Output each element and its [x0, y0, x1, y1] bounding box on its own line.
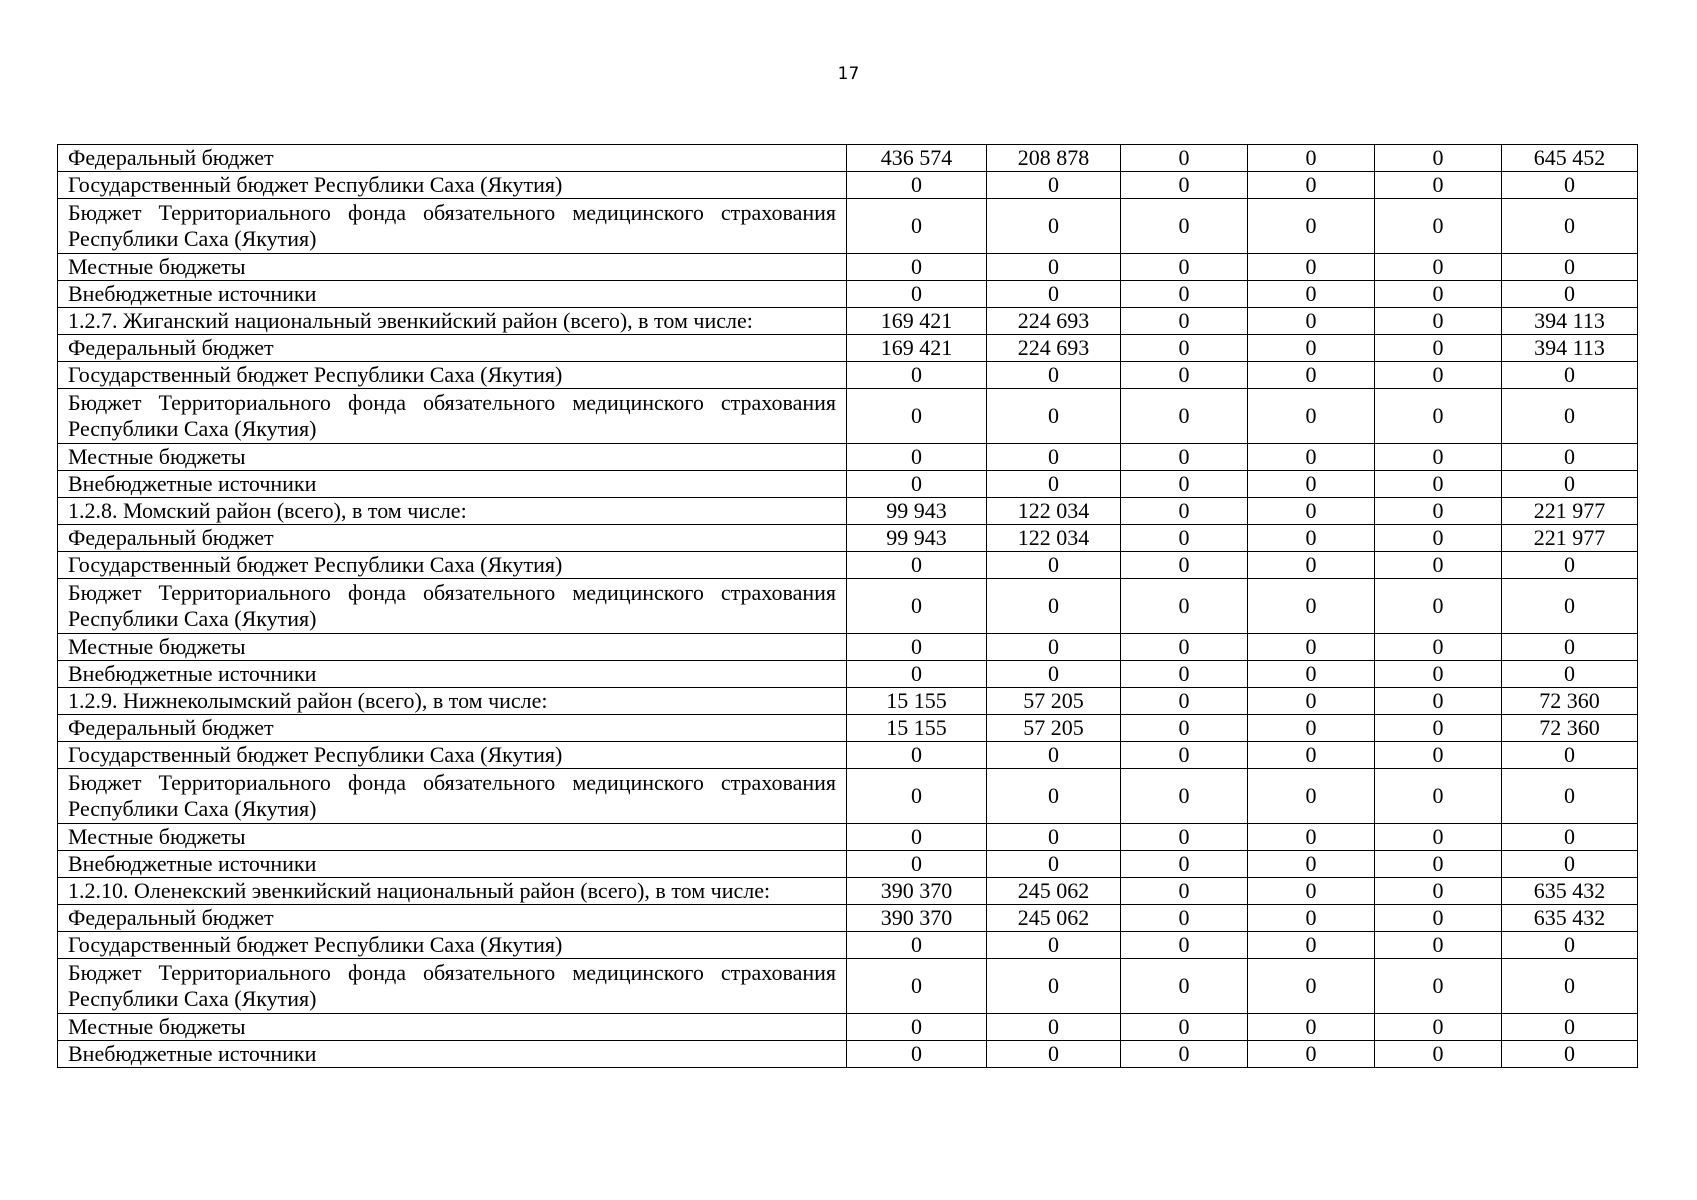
- value-cell: 0: [847, 769, 987, 824]
- table-row: [58, 498, 1638, 525]
- value-cell: 0: [1121, 688, 1248, 715]
- value-cell: 0: [1375, 172, 1502, 199]
- value-cell: 0: [1248, 362, 1375, 389]
- value-cell: 221 977: [1502, 498, 1638, 525]
- value-cell: 0: [847, 389, 987, 444]
- row-label: Внебюджетные источники: [58, 281, 847, 308]
- value-cell: 0: [1375, 824, 1502, 851]
- value-cell: 0: [987, 444, 1121, 471]
- value-cell: 15 155: [847, 715, 987, 742]
- value-cell: 0: [1248, 471, 1375, 498]
- value-cell: 0: [987, 579, 1121, 634]
- value-cell: 0: [1248, 742, 1375, 769]
- row-label: Бюджет Территориального фонда обязательного медицинского страхования Республики Саха (Якутия): [58, 579, 847, 634]
- value-cell: 0: [1248, 932, 1375, 959]
- row-label: Местные бюджеты: [58, 634, 847, 661]
- value-cell: 0: [1121, 362, 1248, 389]
- value-cell: 0: [847, 199, 987, 254]
- row-label: 1.2.9. Нижнеколымский район (всего), в том числе:: [58, 688, 847, 715]
- value-cell: 0: [987, 199, 1121, 254]
- table-row: [58, 824, 1638, 851]
- value-cell: 0: [987, 1014, 1121, 1041]
- value-cell: 0: [1248, 905, 1375, 932]
- value-cell: 0: [1375, 851, 1502, 878]
- row-label: Федеральный бюджет: [58, 335, 847, 362]
- value-cell: 645 452: [1502, 145, 1638, 172]
- value-cell: 0: [1248, 281, 1375, 308]
- value-cell: 0: [1375, 362, 1502, 389]
- value-cell: 0: [1375, 525, 1502, 552]
- value-cell: 99 943: [847, 498, 987, 525]
- value-cell: 0: [847, 932, 987, 959]
- value-cell: 0: [1121, 932, 1248, 959]
- value-cell: 0: [1502, 254, 1638, 281]
- value-cell: 0: [1502, 851, 1638, 878]
- value-cell: 0: [1375, 552, 1502, 579]
- value-cell: 0: [1248, 634, 1375, 661]
- value-cell: 0: [1248, 444, 1375, 471]
- value-cell: 0: [1375, 661, 1502, 688]
- value-cell: 0: [1121, 199, 1248, 254]
- budget-table: [57, 144, 1638, 1068]
- row-label: Бюджет Территориального фонда обязательного медицинского страхования Республики Саха (Якутия): [58, 959, 847, 1014]
- row-label: Внебюджетные источники: [58, 1041, 847, 1068]
- value-cell: 15 155: [847, 688, 987, 715]
- value-cell: 0: [1121, 335, 1248, 362]
- value-cell: 0: [1502, 959, 1638, 1014]
- value-cell: 0: [987, 254, 1121, 281]
- value-cell: 0: [1502, 634, 1638, 661]
- row-label: Внебюджетные источники: [58, 851, 847, 878]
- value-cell: 0: [1121, 498, 1248, 525]
- page-number: 17: [837, 64, 860, 84]
- value-cell: 0: [1502, 389, 1638, 444]
- table-row: [58, 634, 1638, 661]
- value-cell: 0: [987, 389, 1121, 444]
- value-cell: 0: [1502, 444, 1638, 471]
- value-cell: 0: [1502, 172, 1638, 199]
- value-cell: 0: [1375, 281, 1502, 308]
- value-cell: 0: [1375, 878, 1502, 905]
- table-row: [58, 688, 1638, 715]
- row-label: Федеральный бюджет: [58, 145, 847, 172]
- row-label: Государственный бюджет Республики Саха (Якутия): [58, 362, 847, 389]
- budget-table-body: [58, 145, 1638, 1068]
- value-cell: 0: [1375, 254, 1502, 281]
- value-cell: 0: [1248, 688, 1375, 715]
- value-cell: 0: [1375, 1041, 1502, 1068]
- value-cell: 0: [987, 172, 1121, 199]
- value-cell: 0: [847, 172, 987, 199]
- value-cell: 0: [1248, 254, 1375, 281]
- table-row: [58, 905, 1638, 932]
- value-cell: 0: [1121, 634, 1248, 661]
- table-row: [58, 1014, 1638, 1041]
- value-cell: 72 360: [1502, 688, 1638, 715]
- value-cell: 0: [1248, 1041, 1375, 1068]
- value-cell: 0: [1248, 959, 1375, 1014]
- value-cell: 224 693: [987, 335, 1121, 362]
- value-cell: 0: [987, 932, 1121, 959]
- value-cell: 0: [987, 471, 1121, 498]
- value-cell: 221 977: [1502, 525, 1638, 552]
- value-cell: 0: [1121, 145, 1248, 172]
- value-cell: 0: [1375, 389, 1502, 444]
- row-label: Федеральный бюджет: [58, 905, 847, 932]
- table-row: [58, 199, 1638, 254]
- row-label: Бюджет Территориального фонда обязательного медицинского страхования Республики Саха (Якутия): [58, 389, 847, 444]
- value-cell: 0: [1121, 1014, 1248, 1041]
- row-label: Внебюджетные источники: [58, 661, 847, 688]
- row-label: 1.2.10. Оленекский эвенкийский национальный район (всего), в том числе:: [58, 878, 847, 905]
- value-cell: 0: [847, 1014, 987, 1041]
- row-label: Федеральный бюджет: [58, 525, 847, 552]
- table-row: [58, 661, 1638, 688]
- value-cell: 0: [847, 552, 987, 579]
- row-label: Бюджет Территориального фонда обязательного медицинского страхования Республики Саха (Якутия): [58, 199, 847, 254]
- row-label: Местные бюджеты: [58, 254, 847, 281]
- value-cell: 0: [987, 362, 1121, 389]
- value-cell: 0: [1248, 824, 1375, 851]
- value-cell: 0: [987, 851, 1121, 878]
- value-cell: 390 370: [847, 905, 987, 932]
- value-cell: 245 062: [987, 905, 1121, 932]
- table-row: [58, 959, 1638, 1014]
- table-row: [58, 308, 1638, 335]
- table-row: [58, 932, 1638, 959]
- value-cell: 0: [1375, 498, 1502, 525]
- table-row: [58, 769, 1638, 824]
- value-cell: 0: [987, 281, 1121, 308]
- value-cell: 122 034: [987, 525, 1121, 552]
- value-cell: 0: [1121, 824, 1248, 851]
- value-cell: 0: [1121, 444, 1248, 471]
- value-cell: 0: [1121, 579, 1248, 634]
- value-cell: 0: [1502, 199, 1638, 254]
- value-cell: 0: [1248, 1014, 1375, 1041]
- value-cell: 0: [1375, 905, 1502, 932]
- value-cell: 0: [1121, 552, 1248, 579]
- row-label: Местные бюджеты: [58, 824, 847, 851]
- value-cell: 0: [1375, 932, 1502, 959]
- value-cell: 169 421: [847, 335, 987, 362]
- table-row: [58, 254, 1638, 281]
- value-cell: 635 432: [1502, 878, 1638, 905]
- value-cell: 99 943: [847, 525, 987, 552]
- value-cell: 0: [847, 362, 987, 389]
- value-cell: 0: [1121, 389, 1248, 444]
- value-cell: 169 421: [847, 308, 987, 335]
- value-cell: 394 113: [1502, 335, 1638, 362]
- value-cell: 0: [1121, 905, 1248, 932]
- value-cell: 0: [1121, 525, 1248, 552]
- value-cell: 0: [1375, 444, 1502, 471]
- row-label: Государственный бюджет Республики Саха (Якутия): [58, 742, 847, 769]
- value-cell: 0: [847, 579, 987, 634]
- value-cell: 72 360: [1502, 715, 1638, 742]
- table-row: [58, 145, 1638, 172]
- value-cell: 0: [1502, 471, 1638, 498]
- value-cell: 0: [1375, 742, 1502, 769]
- row-label: Местные бюджеты: [58, 444, 847, 471]
- value-cell: 635 432: [1502, 905, 1638, 932]
- table-row: [58, 362, 1638, 389]
- value-cell: 0: [987, 769, 1121, 824]
- value-cell: 0: [1248, 335, 1375, 362]
- value-cell: 0: [1375, 308, 1502, 335]
- value-cell: 0: [847, 824, 987, 851]
- value-cell: 0: [1121, 769, 1248, 824]
- value-cell: 0: [987, 661, 1121, 688]
- value-cell: 57 205: [987, 688, 1121, 715]
- row-label: 1.2.7. Жиганский национальный эвенкийский район (всего), в том числе:: [58, 308, 847, 335]
- value-cell: 0: [987, 742, 1121, 769]
- value-cell: 0: [1502, 281, 1638, 308]
- value-cell: 0: [1121, 471, 1248, 498]
- row-label: Государственный бюджет Республики Саха (Якутия): [58, 932, 847, 959]
- value-cell: 0: [1121, 959, 1248, 1014]
- value-cell: 0: [1248, 552, 1375, 579]
- value-cell: 0: [1375, 688, 1502, 715]
- value-cell: 0: [847, 471, 987, 498]
- value-cell: 0: [987, 552, 1121, 579]
- value-cell: 57 205: [987, 715, 1121, 742]
- value-cell: 0: [1375, 959, 1502, 1014]
- value-cell: 0: [1248, 878, 1375, 905]
- value-cell: 0: [1502, 742, 1638, 769]
- value-cell: 0: [1375, 769, 1502, 824]
- value-cell: 0: [1375, 335, 1502, 362]
- value-cell: 0: [987, 634, 1121, 661]
- value-cell: 0: [1121, 661, 1248, 688]
- value-cell: 0: [1502, 1014, 1638, 1041]
- value-cell: 0: [1248, 498, 1375, 525]
- value-cell: 0: [1248, 525, 1375, 552]
- table-row: [58, 579, 1638, 634]
- value-cell: 0: [1248, 579, 1375, 634]
- table-row: [58, 552, 1638, 579]
- value-cell: 0: [1502, 769, 1638, 824]
- table-row: [58, 525, 1638, 552]
- value-cell: 0: [1502, 932, 1638, 959]
- value-cell: 0: [1248, 851, 1375, 878]
- row-label: Бюджет Территориального фонда обязательного медицинского страхования Республики Саха (Якутия): [58, 769, 847, 824]
- value-cell: 0: [1248, 661, 1375, 688]
- value-cell: 0: [1248, 715, 1375, 742]
- value-cell: 0: [847, 1041, 987, 1068]
- table-row: [58, 172, 1638, 199]
- table-row: [58, 1041, 1638, 1068]
- value-cell: 0: [1121, 308, 1248, 335]
- value-cell: 208 878: [987, 145, 1121, 172]
- row-label: Государственный бюджет Республики Саха (Якутия): [58, 552, 847, 579]
- value-cell: 0: [847, 742, 987, 769]
- table-row: [58, 389, 1638, 444]
- value-cell: 245 062: [987, 878, 1121, 905]
- table-row: [58, 715, 1638, 742]
- value-cell: 0: [1121, 851, 1248, 878]
- row-label: Внебюджетные источники: [58, 471, 847, 498]
- value-cell: 122 034: [987, 498, 1121, 525]
- value-cell: 0: [1121, 742, 1248, 769]
- value-cell: 0: [1375, 715, 1502, 742]
- value-cell: 0: [847, 254, 987, 281]
- value-cell: 0: [1375, 1014, 1502, 1041]
- value-cell: 0: [1248, 172, 1375, 199]
- table-row: [58, 471, 1638, 498]
- value-cell: 0: [1502, 824, 1638, 851]
- row-label: Федеральный бюджет: [58, 715, 847, 742]
- value-cell: 0: [1248, 308, 1375, 335]
- value-cell: 0: [987, 1041, 1121, 1068]
- table-row: [58, 335, 1638, 362]
- value-cell: 0: [847, 444, 987, 471]
- value-cell: 0: [1502, 1041, 1638, 1068]
- value-cell: 0: [1248, 199, 1375, 254]
- table-row: [58, 742, 1638, 769]
- value-cell: 0: [1502, 661, 1638, 688]
- value-cell: 0: [847, 661, 987, 688]
- value-cell: 0: [847, 959, 987, 1014]
- value-cell: 0: [1375, 634, 1502, 661]
- value-cell: 0: [1375, 199, 1502, 254]
- table-row: [58, 851, 1638, 878]
- value-cell: 0: [1502, 552, 1638, 579]
- value-cell: 436 574: [847, 145, 987, 172]
- row-label: 1.2.8. Момский район (всего), в том числе:: [58, 498, 847, 525]
- value-cell: 0: [1121, 172, 1248, 199]
- value-cell: 0: [1375, 471, 1502, 498]
- table-row: [58, 444, 1638, 471]
- value-cell: 0: [1502, 579, 1638, 634]
- value-cell: 0: [1375, 579, 1502, 634]
- table-row: [58, 281, 1638, 308]
- value-cell: 224 693: [987, 308, 1121, 335]
- value-cell: 0: [1502, 362, 1638, 389]
- value-cell: 0: [1121, 878, 1248, 905]
- value-cell: 0: [847, 851, 987, 878]
- row-label: Местные бюджеты: [58, 1014, 847, 1041]
- value-cell: 0: [1121, 254, 1248, 281]
- value-cell: 390 370: [847, 878, 987, 905]
- value-cell: 0: [1248, 145, 1375, 172]
- value-cell: 0: [987, 959, 1121, 1014]
- value-cell: 0: [1248, 389, 1375, 444]
- value-cell: 0: [847, 281, 987, 308]
- row-label: Государственный бюджет Республики Саха (Якутия): [58, 172, 847, 199]
- value-cell: 0: [1121, 281, 1248, 308]
- value-cell: 0: [847, 634, 987, 661]
- value-cell: 0: [1375, 145, 1502, 172]
- table-row: [58, 878, 1638, 905]
- value-cell: 0: [1121, 715, 1248, 742]
- value-cell: 0: [1248, 769, 1375, 824]
- value-cell: 0: [987, 824, 1121, 851]
- value-cell: 0: [1121, 1041, 1248, 1068]
- value-cell: 394 113: [1502, 308, 1638, 335]
